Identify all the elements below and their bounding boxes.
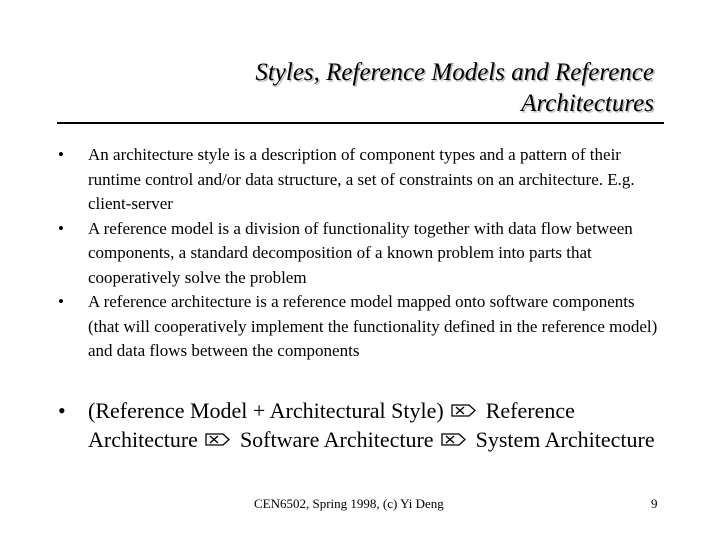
- relation-text-4: System Architecture: [475, 427, 655, 452]
- bullet-text: A reference model is a division of functionality together with data flow between components, a standard decomposition of a known problem into parts that cooperatively solve the problem: [88, 218, 633, 287]
- bullet-item: [58, 290, 668, 364]
- footer-credit: CEN6502, Spring 1998, (c) Yi Deng: [254, 496, 444, 511]
- bullet-marker: •: [58, 145, 64, 164]
- slide-title: Styles, Reference Models and Reference Architectures: [255, 59, 654, 117]
- bullet-marker: •: [58, 218, 64, 238]
- title-underline: [57, 122, 664, 124]
- relation-bullet: [58, 396, 658, 454]
- bullet-item: [58, 143, 668, 217]
- page-number: 9: [651, 496, 658, 511]
- bullet-text: An architecture style is a description of component types and a pattern of their runtime control and/or data structure, a set of constraints on an architecture. E.g. client-server: [88, 145, 635, 213]
- erase-to-right-icon: [451, 404, 476, 417]
- bullet-item: [58, 217, 668, 291]
- bullet-list: [58, 143, 668, 364]
- erase-to-right-icon: [205, 433, 230, 446]
- bullet-marker: •: [58, 292, 64, 311]
- erase-to-right-icon: [441, 433, 466, 446]
- bullet-text: A reference architecture is a reference model mapped onto software components (that will cooperatively implement the functionality defined in the reference model) and data flows between the components: [88, 292, 658, 360]
- bullet-marker: •: [58, 398, 66, 423]
- relation-text-2: Reference Architecture: [88, 398, 575, 452]
- relation-text-1: (Reference Model + Architectural Style): [88, 398, 444, 423]
- relation-text-3: Software Architecture: [239, 427, 434, 452]
